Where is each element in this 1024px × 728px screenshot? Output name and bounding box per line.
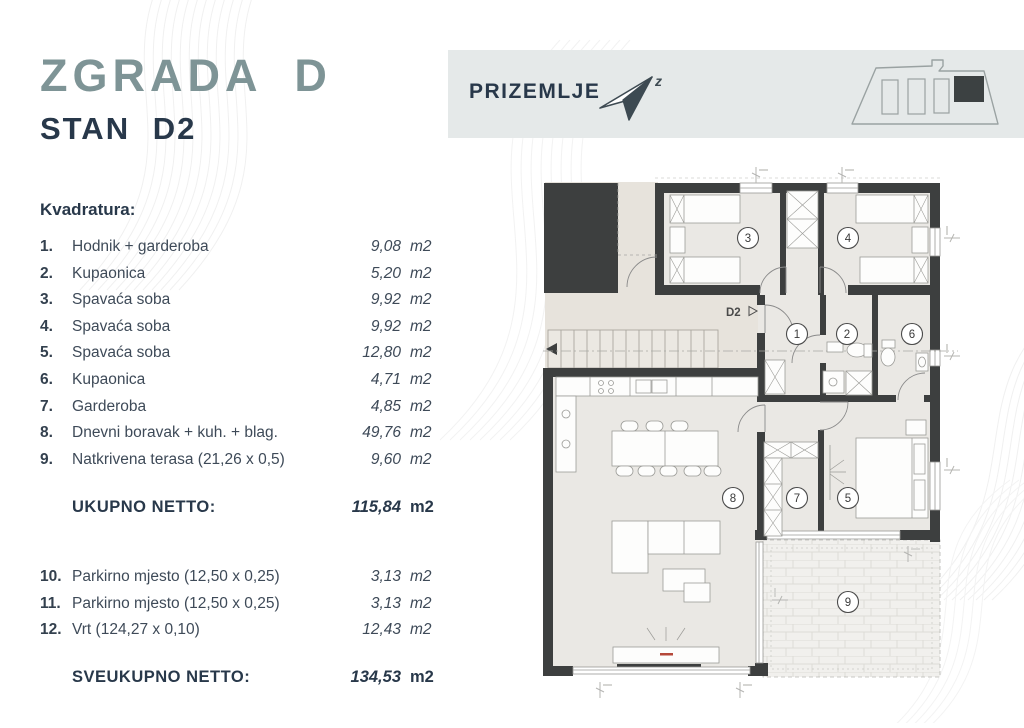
subtotal-value: 115,84 [351, 498, 401, 516]
svg-text:4: 4 [844, 233, 852, 245]
room-marker-5 [838, 488, 859, 509]
area-summary-panel [40, 52, 460, 712]
row-label: Spavaća soba [72, 291, 171, 309]
row-number: 5. [40, 344, 53, 362]
subtotal-unit: m2 [410, 498, 434, 516]
row-unit: m2 [410, 397, 432, 415]
room-marker-9 [838, 592, 859, 613]
row-unit: m2 [410, 344, 432, 362]
row-number: 3. [40, 291, 53, 309]
row-value: 5,20 [370, 264, 401, 282]
row-label: Garderoba [72, 397, 147, 415]
north-letter: z [655, 73, 662, 89]
row-number: 10. [40, 568, 62, 585]
row-label: Spavaća soba [72, 344, 171, 362]
room-marker-4 [838, 228, 859, 249]
row-unit: m2 [410, 264, 432, 282]
row-value: 12,80 [362, 344, 401, 362]
row-value: 9,60 [370, 450, 401, 468]
adjacent-unit-block [544, 183, 618, 293]
row-label: Hodnik + garderoba [72, 238, 209, 255]
row-value: 49,76 [362, 424, 401, 442]
svg-text:5: 5 [844, 493, 852, 505]
north-arrow-icon [598, 72, 672, 126]
row-unit: m2 [410, 450, 432, 468]
svg-text:1: 1 [793, 329, 801, 341]
site-plan-icon [846, 58, 1006, 130]
page-title: ZGRADA D [40, 50, 332, 101]
svg-text:D2: D2 [726, 307, 741, 319]
extras-list [40, 568, 450, 648]
row-label: Vrt (124,27 x 0,10) [72, 621, 200, 639]
floor-plan-drawing [540, 165, 1024, 723]
area-row [40, 568, 450, 595]
grandtotal-row [40, 668, 450, 687]
svg-text:7: 7 [793, 493, 801, 505]
row-unit: m2 [410, 424, 432, 442]
area-row [40, 238, 450, 265]
row-label: Parkirno mjesto (12,50 x 0,25) [72, 594, 280, 612]
area-row [40, 451, 450, 478]
svg-text:8: 8 [729, 493, 737, 505]
area-row [40, 398, 450, 425]
unit-subtitle: STAN D2 [40, 111, 197, 147]
row-number: 9. [40, 450, 53, 468]
row-number: 2. [40, 264, 53, 282]
svg-text:6: 6 [908, 329, 916, 341]
grandtotal-label: SVEUKUPNO NETTO: [72, 668, 251, 686]
area-row [40, 344, 450, 371]
row-number: 6. [40, 370, 53, 388]
area-row [40, 265, 450, 292]
row-label: Parkirno mjesto (12,50 x 0,25) [72, 568, 280, 585]
row-unit: m2 [410, 621, 432, 639]
row-unit: m2 [410, 594, 432, 612]
area-row [40, 291, 450, 318]
row-number: 1. [40, 238, 53, 255]
area-row [40, 371, 450, 398]
room-marker-2 [837, 324, 858, 345]
svg-text:9: 9 [844, 597, 852, 609]
row-unit: m2 [410, 291, 432, 309]
row-value: 4,85 [370, 397, 401, 415]
area-row [40, 595, 450, 622]
row-value: 3,13 [370, 568, 401, 585]
row-label: Kupaonica [72, 264, 146, 282]
subtotal-label: UKUPNO NETTO: [72, 498, 216, 516]
row-unit: m2 [410, 238, 432, 255]
highlighted-building-marker [954, 76, 984, 102]
floor-plan [540, 165, 1024, 723]
room-marker-1 [787, 324, 808, 345]
room-marker-8 [723, 488, 744, 509]
room-marker-6 [902, 324, 923, 345]
row-unit: m2 [410, 317, 432, 335]
row-value: 3,13 [370, 594, 401, 612]
row-value: 9,92 [370, 291, 401, 309]
area-row [40, 621, 450, 648]
row-value: 12,43 [362, 621, 401, 639]
plan-header-band [448, 50, 1024, 138]
row-label: Kupaonica [72, 370, 146, 388]
row-unit: m2 [410, 568, 432, 585]
svg-text:3: 3 [744, 233, 752, 245]
row-number: 8. [40, 424, 53, 442]
row-value: 9,08 [370, 238, 401, 255]
row-number: 4. [40, 317, 53, 335]
row-number: 12. [40, 621, 62, 639]
room-list [40, 238, 450, 477]
svg-text:2: 2 [843, 329, 851, 341]
row-value: 4,71 [370, 370, 401, 388]
row-number: 7. [40, 397, 53, 415]
area-row [40, 318, 450, 345]
kvadratura-heading: Kvadratura: [40, 200, 136, 219]
row-label: Natkrivena terasa (21,26 x 0,5) [72, 450, 285, 468]
row-value: 9,92 [370, 317, 401, 335]
staircase [546, 330, 718, 368]
area-row [40, 424, 450, 451]
row-unit: m2 [410, 370, 432, 388]
subtotal-row [40, 498, 450, 517]
grandtotal-value: 134,53 [350, 668, 401, 686]
grandtotal-unit: m2 [410, 668, 434, 686]
floor-label: PRIZEMLJE [469, 80, 601, 103]
room-marker-7 [787, 488, 808, 509]
row-number: 11. [40, 594, 61, 612]
row-label: Spavaća soba [72, 317, 171, 335]
row-label: Dnevni boravak + kuh. + blag. [72, 424, 278, 442]
room-marker-3 [738, 228, 759, 249]
